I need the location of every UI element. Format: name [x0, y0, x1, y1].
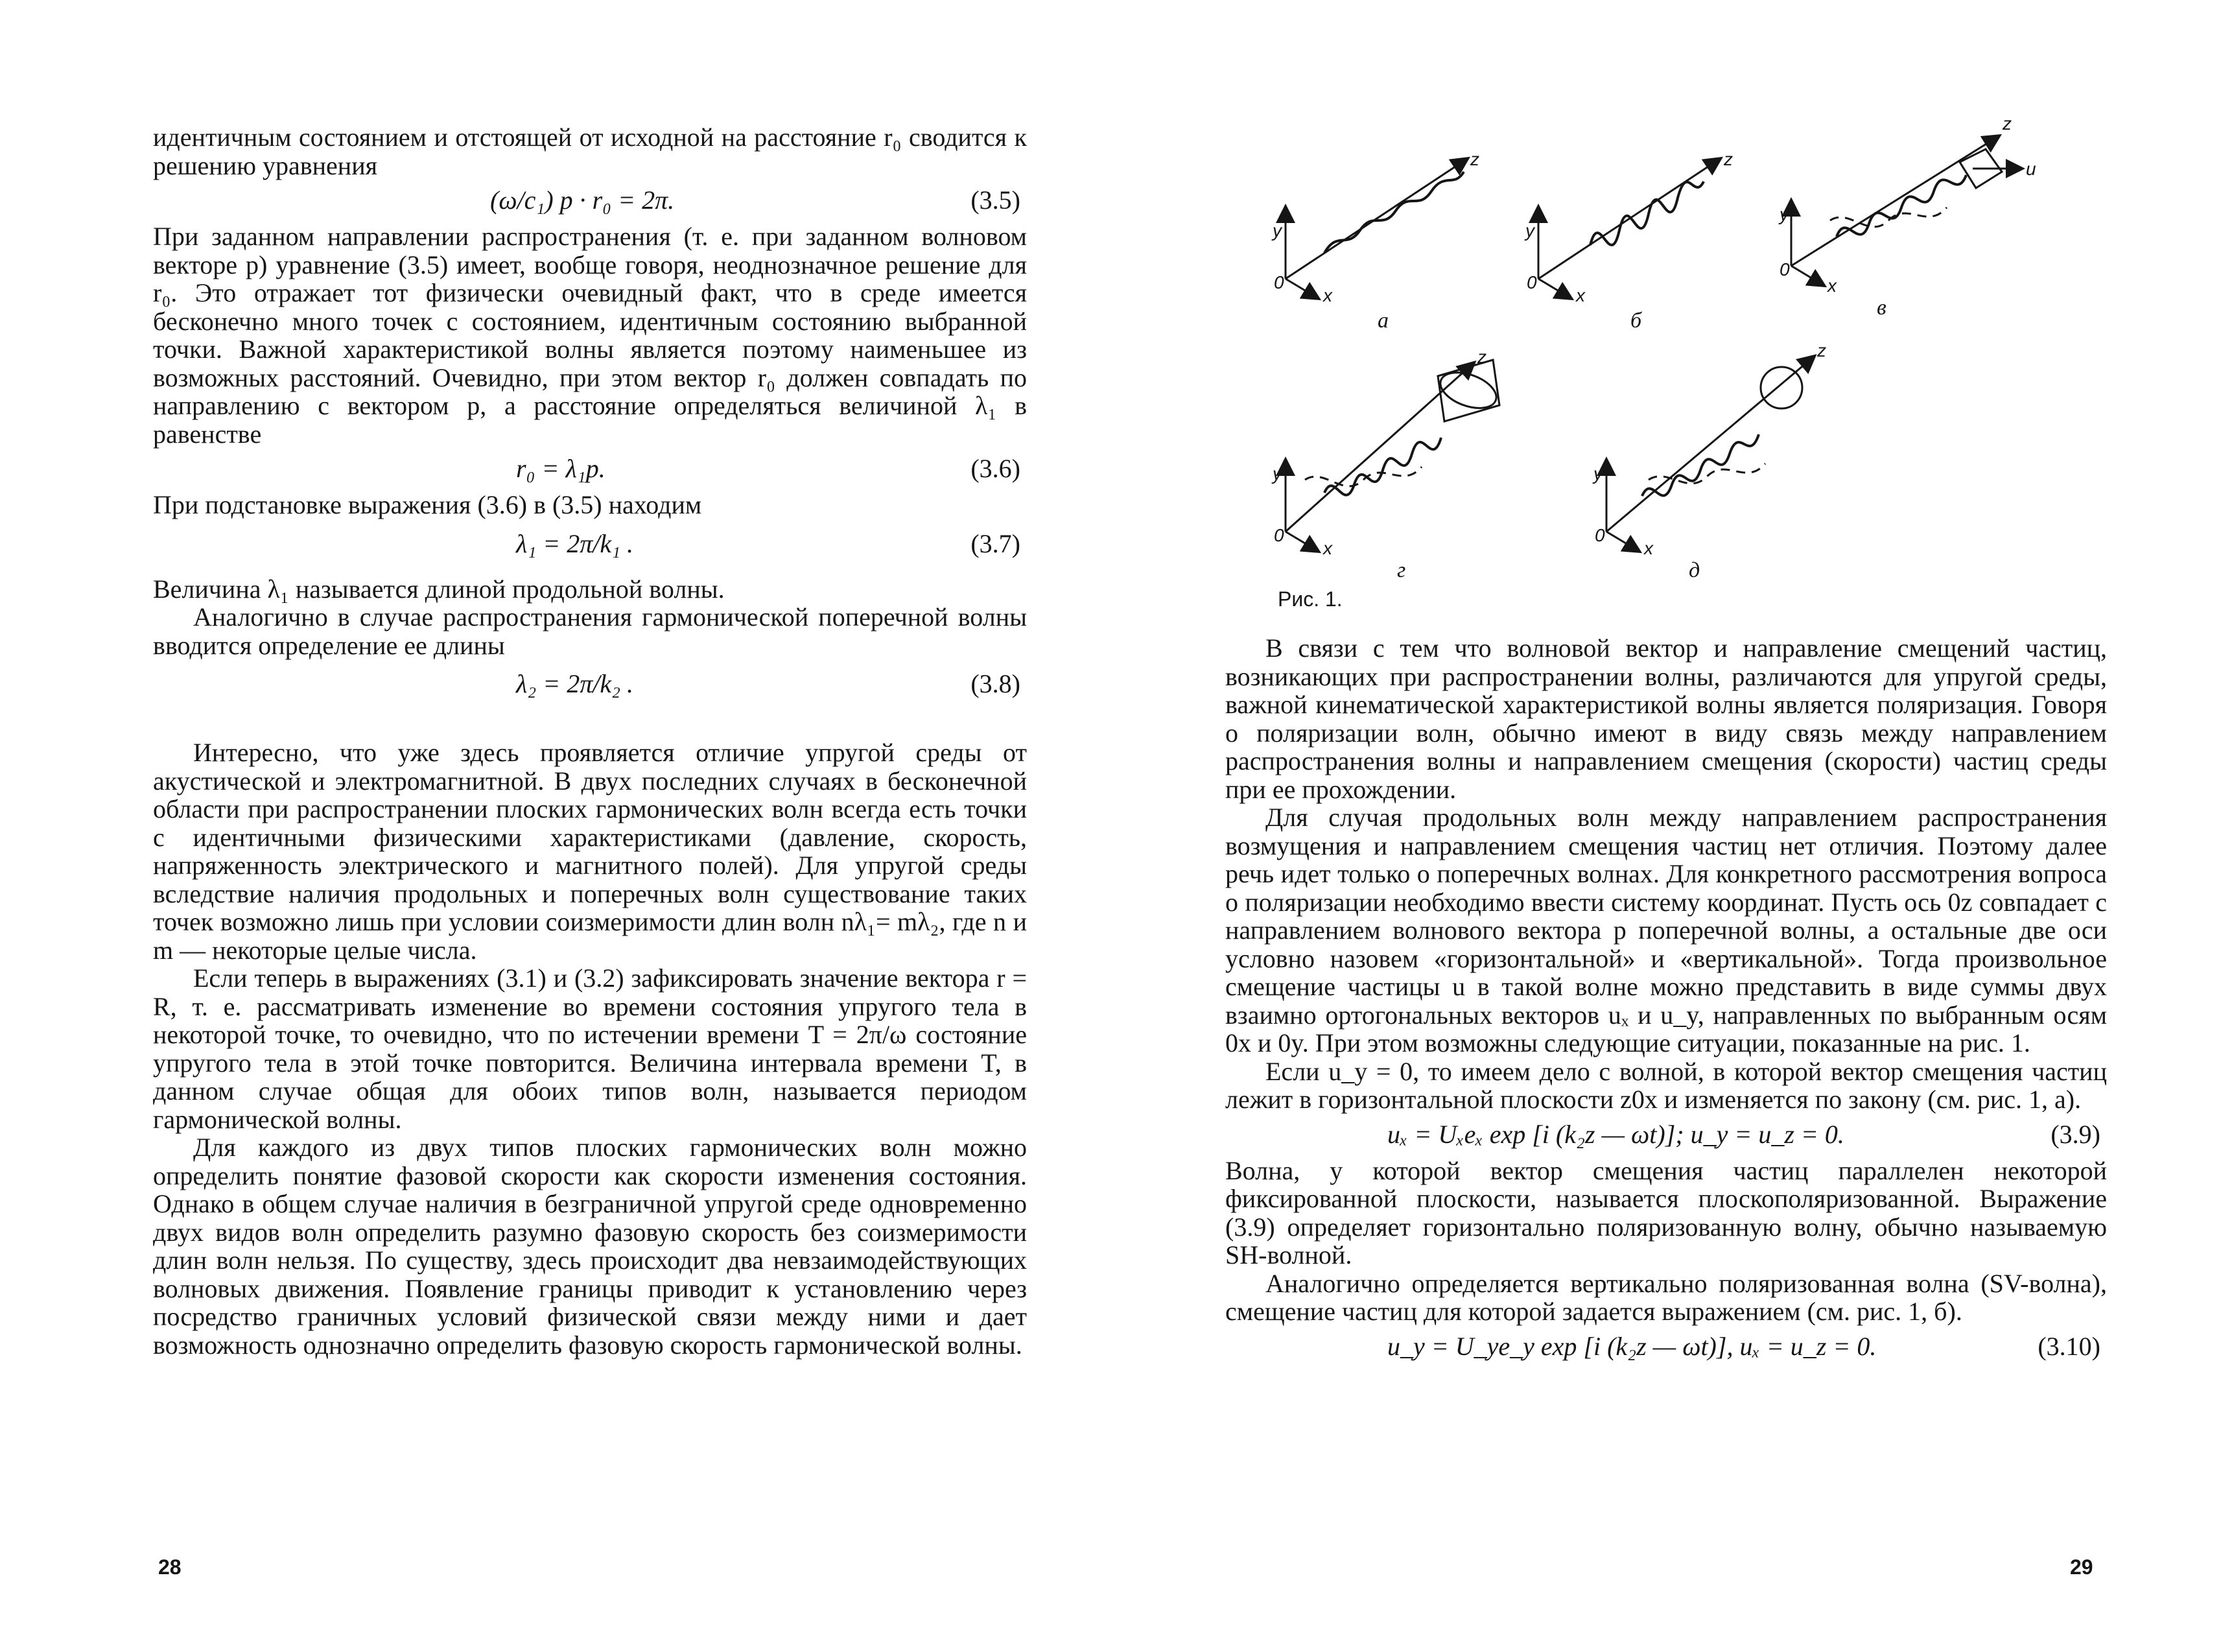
paragraph: Для случая продольных волн между направлением распространения возмущения и направлением смещения частиц нет отличия. Поэтому далее речь идет только о поперечных волнах. Для конкретного рассмотрения вопроса о поляризации необходимо ввести систему координат. Пусть ось 0z совпадает с направлением волнового вектора p поперечной волны, а остальные две оси условно назовем «горизонтальной» и «вертикальной». Тогда произвольное смещение частицы u в такой волне можно представить в виде суммы двух взаимно ортогональных векторов uₓ и u_y, направленных по выбранным осям 0x и 0y. При этом возможны следующие ситуации, показанные на рис. 1. — [1225, 803, 2107, 1057]
wave-curve — [1324, 172, 1464, 253]
panel-label: в — [1877, 296, 1886, 320]
formula-3-7 — [153, 521, 1027, 574]
axis-label-origin: 0 — [1274, 272, 1284, 292]
panel-d — [1286, 360, 1501, 551]
axis-label-z: z — [2003, 113, 2012, 134]
formula-number: (3.5) — [970, 185, 1020, 215]
panel-c — [1791, 136, 2021, 285]
panel-e — [1606, 357, 1814, 551]
paragraph: Если теперь в выражениях (3.1) и (3.2) зафиксировать значение вектора r = R, т. е. рассматривать изменение во времени состояния упругого тела в некоторой точке, то очевидно, что по истечении времени T = 2π/ω состояние упругого тела в этой точке повторится. Величина интервала времени T, в данном случае общая для обоих типов волн, называется периодом гармонической волны. — [153, 963, 1027, 1134]
formula-3-5 — [153, 181, 1027, 221]
axis-label-x: x — [1323, 285, 1332, 305]
formula-3-10 — [1225, 1327, 2107, 1367]
axis-label-z: z — [1470, 149, 1479, 169]
axis-label-x: x — [1323, 538, 1332, 558]
formula-expression: (ω/c₁) p · r₀ = 2π. — [490, 185, 675, 215]
axis-label-z: z — [1724, 149, 1733, 169]
axis-label-x: x — [1827, 276, 1837, 296]
wave-curve — [1837, 175, 1966, 237]
formula-number: (3.7) — [970, 528, 1020, 558]
formula-expression: λ₂ = 2π/k₂ . — [516, 669, 634, 698]
axis-label-y: y — [1273, 220, 1282, 241]
formula-3-6 — [153, 449, 1027, 490]
axis-label-origin: 0 — [1780, 259, 1790, 279]
paragraph: Величина λ₁ называется длиной продольной волны. — [153, 574, 725, 604]
axis-label-origin: 0 — [1595, 525, 1605, 545]
left-page — [0, 0, 1110, 1652]
paragraph: Если u_y = 0, то имеем дело с волной, в которой вектор смещения частиц лежит в горизонтальной плоскости z0x и изменяется по закону (см. рис. 1, а). — [1225, 1056, 2107, 1114]
figure-caption: Рис. 1. — [1278, 587, 1343, 611]
panel-b — [1538, 159, 1720, 298]
formula-3-8 — [153, 661, 1027, 714]
paragraph: При подстановке выражения (3.6) в (3.5) находим — [153, 490, 702, 519]
axis-label-z: z — [1817, 340, 1826, 360]
panel-label: г — [1397, 558, 1406, 582]
panel-label: б — [1630, 309, 1642, 333]
formula-expression: u_y = U_ye_y exp [i (k₂z — ωt)], uₓ = u_z = 0. — [1387, 1331, 1877, 1361]
wave-curve-dashed — [1305, 467, 1422, 486]
axis-label-x: x — [1576, 285, 1585, 305]
formula-expression: r₀ = λ₁p. — [516, 454, 605, 483]
wave-curve — [1324, 438, 1441, 495]
axis-label-y: y — [1525, 220, 1534, 241]
polarization-circle — [1761, 367, 1802, 408]
paragraph: Для каждого из двух типов плоских гармонических волн можно определить понятие фазовой скорости как скорости изменения состояния. Однако в общем случае наличия в безграничной упругой среде одновременно двух видов волн определить разумно фазовую скорость без соизмеримости длин волн нельзя. По существу, здесь происходит два невзаимодействующих волновых движения. Появление границы приводит к установлению через посредство граничных условий физической связи между ними и дает возможность однозначно определить фазовую скорость гармонической волны. — [153, 1133, 1027, 1360]
paragraph: Аналогично в случае распространения гармонической поперечной волны вводится определение ее длины — [153, 602, 1027, 660]
axis-label-origin: 0 — [1274, 525, 1284, 545]
formula-expression: λ₁ = 2π/k₁ . — [516, 528, 634, 558]
wave-curve — [1590, 182, 1704, 245]
paragraph: При заданном направлении распространения (т. е. при заданном волновом векторе p) уравнение (3.5) имеет, вообще говоря, неоднозначное решение для r₀. Это отражает тот физически очевидный факт, что в среде имеется бесконечно много точек с состоянием, идентичным состоянию выбранной точки. Важной характеристикой волны является поэтому наименьшее из возможных расстояний. Очевидно, при этом вектор r₀ должен совпадать по направлению с вектором p, а расстояние определяться величиной λ₁ в равенстве — [153, 222, 1027, 449]
page-number: 28 — [158, 1555, 182, 1579]
formula-number: (3.10) — [2038, 1331, 2100, 1361]
panel-a — [1286, 159, 1467, 298]
right-text-column — [1225, 634, 2107, 1369]
panel-label: д — [1689, 558, 1700, 582]
polarization-plane — [1438, 360, 1499, 421]
figure-1 — [1227, 91, 2109, 622]
axis-label-u: u — [2026, 159, 2036, 179]
axis-label-x: x — [1644, 538, 1653, 558]
right-page — [1110, 0, 2221, 1652]
formula-number: (3.8) — [970, 669, 1020, 698]
polarization-diagrams — [1227, 91, 2109, 622]
paragraph: Аналогично определяется вертикально поляризованная волна (SV-волна), смещение частиц для которой задается выражением (см. рис. 1, б). — [1225, 1268, 2107, 1326]
paragraph: Волна, у которой вектор смещения частиц параллелен некоторой фиксированной плоскости, называется плоскополяризованной. Выражение (3.9) определяет горизонтально поляризованную волну, обычно называемую SH-волной. — [1225, 1155, 2107, 1269]
paragraph: идентичным состоянием и отстоящей от исходной на расстояние r₀ сводится к решению уравнения — [153, 123, 1027, 180]
left-text-column — [153, 123, 1027, 1359]
formula-number: (3.9) — [2051, 1119, 2100, 1149]
panel-label: а — [1378, 309, 1389, 333]
formula-number: (3.6) — [970, 454, 1020, 483]
formula-3-9 — [1225, 1115, 2107, 1155]
axis-label-z: z — [1477, 347, 1487, 367]
paragraph: Интересно, что уже здесь проявляется отличие упругой среды от акустической и электромагнитной. В двух последних случаях в бесконечной области при распространении плоских гармонических волн всегда есть точки с идентичными физическими характеристиками (давление, скорость, напряженность электрического и магнитного полей). Для упругой среды вследствие наличия продольных и поперечных волн существование таких точек возможно лишь при условии соизмеримости длин волн nλ₁= mλ₂, где n и m — некоторые целые числа. — [153, 738, 1027, 965]
formula-expression: uₓ = Uₓeₓ exp [i (k₂z — ωt)]; u_y = u_z = 0. — [1387, 1119, 1844, 1149]
page-number: 29 — [2070, 1555, 2093, 1579]
axis-label-y: y — [1780, 204, 1789, 224]
axis-label-origin: 0 — [1527, 272, 1537, 292]
axis-label-y: y — [1593, 464, 1603, 484]
paragraph: В связи с тем что волновой вектор и направление смещений частиц, возникающих при распространении волны, различаются для упругой среды, важной кинематической характеристикой волны является поляризация. Говоря о поляризации волн, обычно имеют в виду связь между направлением распространения волны и направлением смещения (скорости) частиц среды при ее прохождении. — [1225, 633, 2107, 804]
axis-label-y: y — [1273, 464, 1282, 484]
